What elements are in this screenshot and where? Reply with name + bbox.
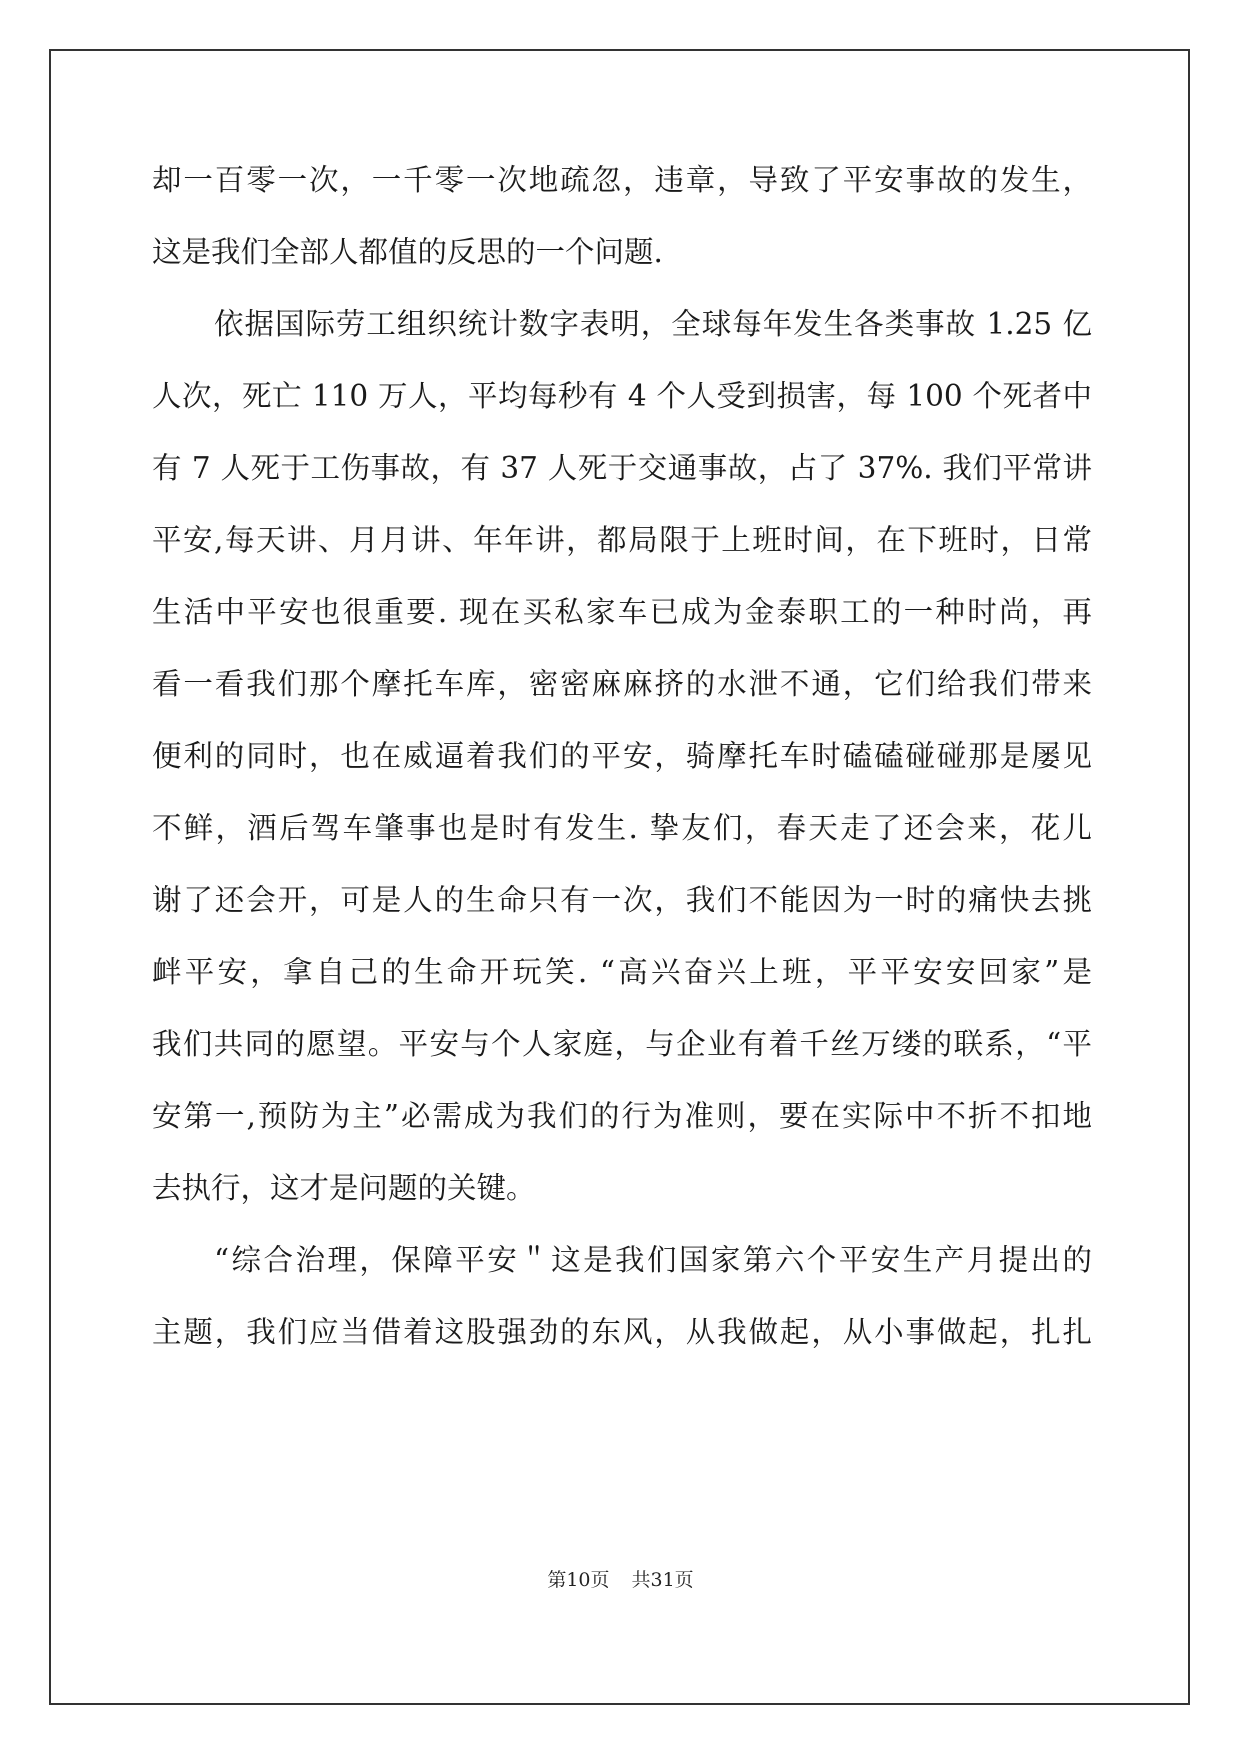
text-line: 安第一,预防为主”必需成为我们的行为准则，要在实际中不折不扣地 <box>152 1099 1092 1133</box>
page-footer <box>0 1565 1241 1592</box>
text-line: 却一百零一次，一千零一次地疏忽，违章，导致了平安事故的发生， <box>152 163 1092 197</box>
text-line: 去执行，这才是问题的关键。 <box>152 1171 536 1205</box>
text-line: 我们共同的愿望。平安与个人家庭，与企业有着千丝万缕的联系，“平 <box>152 1027 1092 1061</box>
text-line: 主题，我们应当借着这股强劲的东风，从我做起，从小事做起，扎扎 <box>152 1315 1092 1349</box>
text-line: 不鲜，酒后驾车肇事也是时有发生. 挚友们，春天走了还会来，花儿 <box>152 811 1092 845</box>
text-line: 平安,每天讲、月月讲、年年讲，都局限于上班时间，在下班时，日常 <box>152 523 1092 557</box>
page-number: 第10页 <box>547 1569 610 1591</box>
text-line: 衅平安，拿自己的生命开玩笑. “高兴奋兴上班，平平安安回家”是 <box>152 955 1092 989</box>
text-line: 有 7 人死于工伤事故，有 37 人死于交通事故，占了 37%. 我们平常讲 <box>152 451 1092 485</box>
text-line: 这是我们全部人都值的反思的一个问题. <box>152 235 663 269</box>
paragraph-start-line: 依据国际劳工组织统计数字表明，全球每年发生各类事故 1.25 亿 <box>214 307 1092 341</box>
page-total: 共31页 <box>631 1569 694 1591</box>
text-line: 生活中平安也很重要. 现在买私家车已成为金泰职工的一种时尚，再 <box>152 595 1092 629</box>
paragraph-start-line: “综合治理，保障平安＂这是我们国家第六个平安生产月提出的 <box>214 1243 1092 1277</box>
text-line: 看一看我们那个摩托车库，密密麻麻挤的水泄不通，它们给我们带来 <box>152 667 1092 701</box>
page-border <box>49 49 1190 1705</box>
text-line: 谢了还会开，可是人的生命只有一次，我们不能因为一时的痛快去挑 <box>152 883 1092 917</box>
text-line: 便利的同时，也在威逼着我们的平安，骑摩托车时磕磕碰碰那是屡见 <box>152 739 1092 773</box>
text-line: 人次，死亡 110 万人，平均每秒有 4 个人受到损害，每 100 个死者中 <box>152 379 1092 413</box>
